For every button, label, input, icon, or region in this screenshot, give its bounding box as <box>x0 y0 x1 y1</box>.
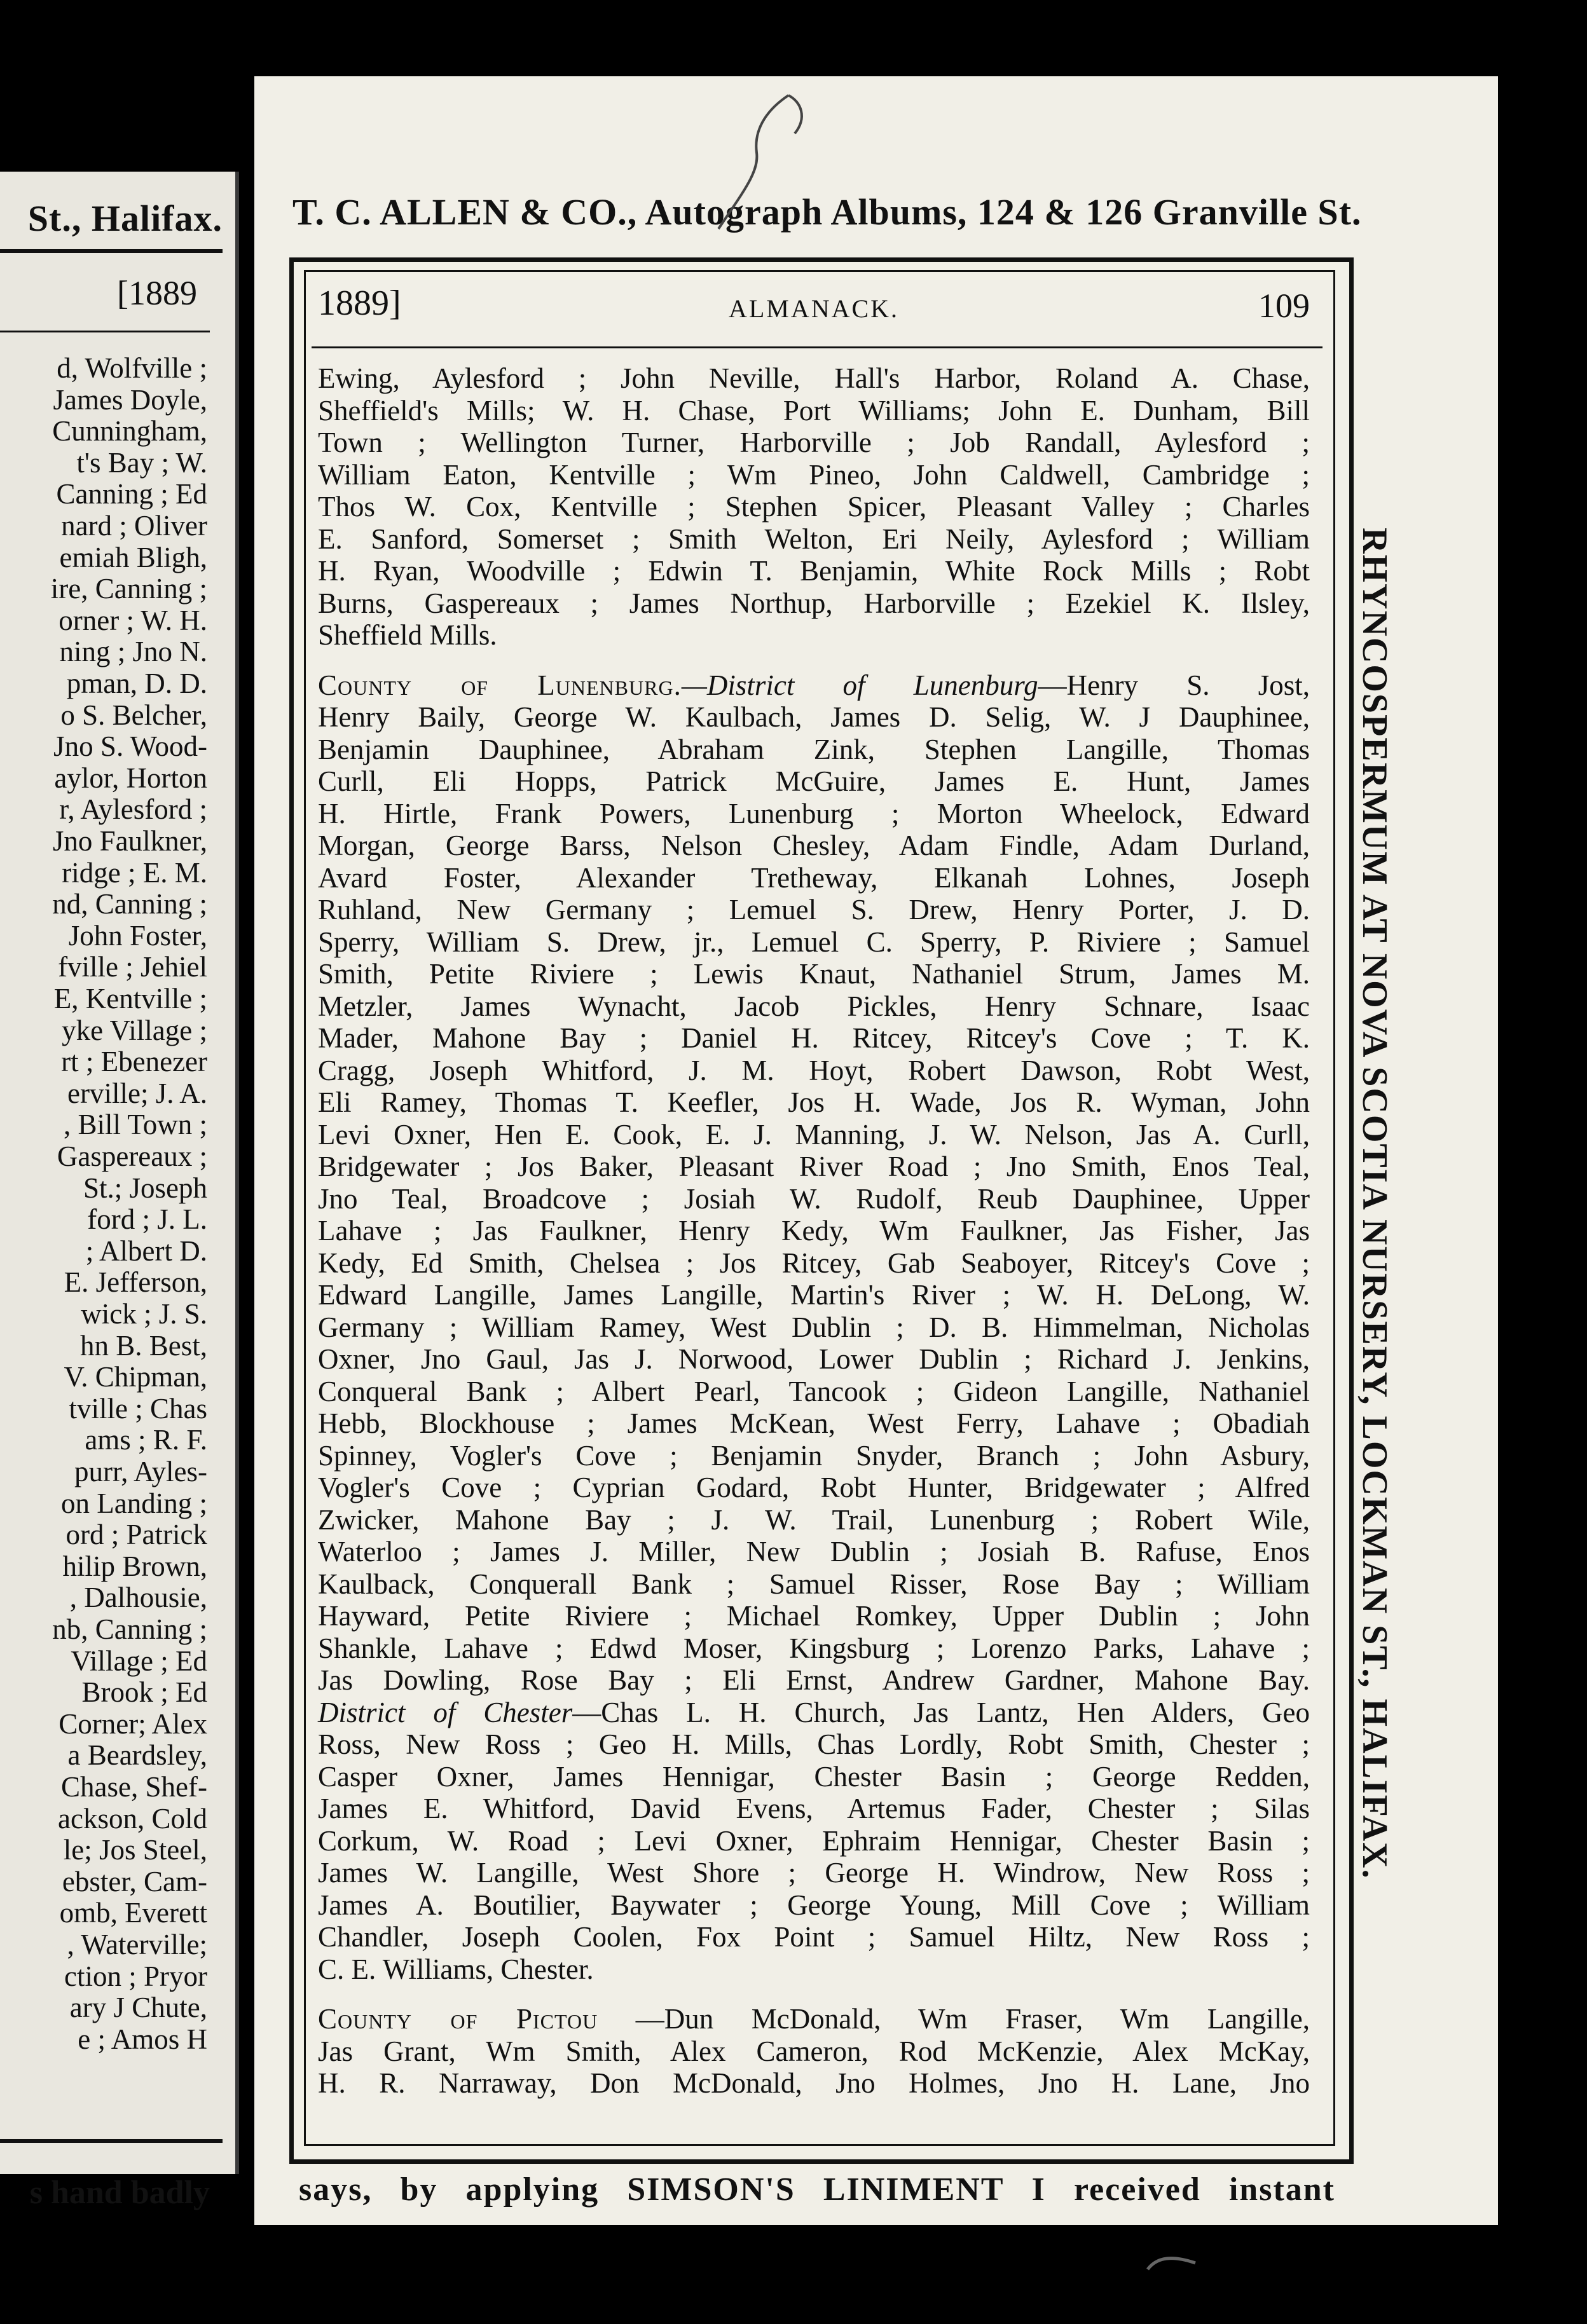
line-text: Spinney, Vogler's Cove ; Benjamin Snyder, Branch ; John Asbury, <box>318 1439 1310 1472</box>
body-text-line <box>318 1568 1310 1601</box>
body-text-line <box>318 1889 1310 1922</box>
body-text-line <box>318 669 1310 702</box>
page-number: 109 <box>1258 287 1310 325</box>
line-text: —Henry S. Jost, <box>1038 669 1310 701</box>
line-text: Smith, Petite Riviere ; Lewis Knaut, Nathaniel Strum, James M. <box>318 958 1310 990</box>
left-text-line: E, Kentville ; <box>53 983 207 1015</box>
body-text-line <box>318 2067 1310 2100</box>
line-text: Sperry, William S. Drew, jr., Lemuel C. Sperry, P. Riviere ; Samuel <box>318 926 1310 958</box>
left-text-column <box>0 353 210 2133</box>
line-text: Ross, New Ross ; Geo H. Mills, Chas Lordly, Robt Smith, Chester ; <box>318 1728 1310 1760</box>
left-text-line: , Dalhousie, <box>69 1582 207 1614</box>
left-text-line: Gaspereaux ; <box>57 1140 207 1172</box>
line-text: Conqueral Bank ; Albert Pearl, Tancook ; Gideon Langille, Nathaniel <box>318 1375 1310 1407</box>
left-text-line: E. Jefferson, <box>64 1266 207 1299</box>
left-text-line: t's Bay ; W. <box>76 446 207 479</box>
body-text-line <box>318 1022 1310 1055</box>
line-text: Curll, Eli Hopps, Patrick McGuire, James E. Hunt, James <box>318 765 1310 797</box>
line-text: Cragg, Joseph Whitford, J. M. Hoyt, Robert Dawson, Robt West, <box>318 1054 1310 1086</box>
body-text-line <box>318 362 1310 395</box>
stain-mark <box>1144 2250 1202 2276</box>
line-text: Metzler, James Wynacht, Jacob Pickles, Henry Schnare, Isaac <box>318 990 1310 1022</box>
body-text-line <box>318 1697 1310 1729</box>
line-text: Jno Teal, Broadcove ; Josiah W. Rudolf, Reub Dauphinee, Upper <box>318 1182 1310 1215</box>
body-text-line <box>318 990 1310 1023</box>
body-text-line <box>318 958 1310 990</box>
left-page-fragment <box>0 172 239 2174</box>
body-text-line <box>318 1504 1310 1536</box>
line-text: Lahave ; Jas Faulkner, Henry Kedy, Wm Faulkner, Jas Fisher, Jas <box>318 1215 1310 1247</box>
left-text-line: ction ; Pryor <box>64 1960 207 1992</box>
body-text-line <box>318 1151 1310 1183</box>
left-text-line: purr, Ayles- <box>74 1456 207 1487</box>
county-heading: County of Pictou <box>318 2003 598 2035</box>
line-text: Kaulback, Conquerall Bank ; Samuel Risser, Rose Bay ; William <box>318 1568 1310 1600</box>
left-text-line: o S. Belcher, <box>60 699 207 731</box>
left-text-line: , Bill Town ; <box>63 1109 207 1141</box>
body-text-line <box>318 1761 1310 1793</box>
line-text: Sheffield's Mills; W. H. Chase, Port Williams; John E. Dunham, Bill <box>318 394 1310 427</box>
body-text-line <box>318 1440 1310 1472</box>
body-text-line <box>318 862 1310 894</box>
side-advert: RHYNCOSPERMUM AT NOVA SCOTIA NURSERY, LOCKMAN ST., HALIFAX. <box>1355 528 1394 1880</box>
line-text: Benjamin Dauphinee, Abraham Zink, Stephen Langille, Thomas <box>318 733 1310 765</box>
body-text-line <box>318 1086 1310 1119</box>
left-text-line: hilip Brown, <box>62 1550 207 1582</box>
footer-advert: says, by applying SIMSON'S LINIMENT I received instant <box>299 2171 1335 2208</box>
left-frame-bottom-rule <box>0 2139 223 2143</box>
left-text-line: nard ; Oliver <box>61 510 207 542</box>
line-text: Town ; Wellington Turner, Harborville ; Job Randall, Aylesford ; <box>318 427 1310 458</box>
body-text-line <box>318 427 1310 459</box>
line-text: Burns, Gaspereaux ; James Northup, Harborville ; Ezekiel K. Ilsley, <box>318 587 1310 619</box>
left-text-line: ridge ; E. M. <box>62 856 207 889</box>
body-text-line <box>318 1055 1310 1087</box>
line-text: Shankle, Lahave ; Edwd Moser, Kingsburg ; Lorenzo Parks, Lahave ; <box>318 1632 1310 1664</box>
body-text-line <box>318 894 1310 926</box>
body-text-line <box>318 1472 1310 1504</box>
body-text-line <box>318 491 1310 523</box>
body-text-line <box>318 1664 1310 1697</box>
left-text-line: aylor, Horton <box>54 762 207 794</box>
header-rule <box>312 346 1322 348</box>
left-text-line: ord ; Patrick <box>65 1519 207 1551</box>
body-text-line <box>318 926 1310 959</box>
left-text-line: a Beardsley, <box>67 1739 207 1772</box>
line-text: Bridgewater ; Jos Baker, Pleasant River Road ; Jno Smith, Enos Teal, <box>318 1151 1310 1182</box>
left-text-line: wick ; J. S. <box>81 1298 207 1330</box>
line-text: Oxner, Jno Gaul, Jas J. Norwood, Lower Dublin ; Richard J. Jenkins, <box>318 1343 1310 1375</box>
left-text-line: Corner; Alex <box>58 1707 207 1740</box>
body-text-line <box>318 1215 1310 1247</box>
body-text-line <box>318 2003 1310 2035</box>
body-text-line <box>318 587 1310 620</box>
left-text-line: ire, Canning ; <box>50 573 207 605</box>
almanack-body-text <box>318 362 1310 2100</box>
left-text-line: ams ; R. F. <box>85 1424 207 1456</box>
line-text: Kedy, Ed Smith, Chelsea ; Jos Ritcey, Gab Seaboyer, Ritcey's Cove ; <box>318 1247 1310 1279</box>
line-text: Corkum, W. Road ; Levi Oxner, Ephraim Hennigar, Chester Basin ; <box>318 1824 1310 1857</box>
line-text: Sheffield Mills. <box>318 619 497 651</box>
body-text-line <box>318 1921 1310 1953</box>
left-text-line: tville ; Chas <box>69 1392 207 1425</box>
left-text-line: St.; Joseph <box>83 1172 207 1204</box>
left-text-line: Jno Faulkner, <box>52 825 207 857</box>
left-text-line: le; Jos Steel, <box>63 1834 207 1866</box>
body-text-line <box>318 734 1310 766</box>
line-text: Ruhland, New Germany ; Lemuel S. Drew, Henry Porter, J. D. <box>318 894 1310 926</box>
line-text: Hebb, Blockhouse ; James McKean, West Ferry, Lahave ; Obadiah <box>318 1407 1310 1439</box>
line-text: Chandler, Joseph Coolen, Fox Point ; Samuel Hiltz, New Ross ; <box>318 1921 1310 1953</box>
left-text-line: ; Albert D. <box>85 1234 207 1267</box>
page-year: 1889] <box>318 284 401 323</box>
line-text: Morgan, George Barss, Nelson Chesley, Adam Findle, Adam Durland, <box>318 830 1310 861</box>
line-text: Henry Baily, George W. Kaulbach, James D. Selig, W. J Dauphinee, <box>318 701 1310 733</box>
left-year: [1889 <box>117 274 197 312</box>
line-text: Vogler's Cove ; Cyprian Godard, Robt Hunter, Bridgewater ; Alfred <box>318 1472 1310 1503</box>
left-text-line: orner ; W. H. <box>58 604 207 636</box>
line-text: Levi Oxner, Hen E. Cook, E. J. Manning, J. W. Nelson, Jas A. Curll, <box>318 1118 1310 1151</box>
line-text: E. Sanford, Somerset ; Smith Welton, Eri Neily, Aylesford ; William <box>318 523 1310 555</box>
left-text-line: erville; J. A. <box>67 1077 207 1109</box>
left-footer-advert: s hand badly <box>29 2175 210 2211</box>
body-text-line <box>318 1536 1310 1568</box>
left-text-line: hn B. Best, <box>79 1329 207 1362</box>
left-text-line: Cunningham, <box>52 415 207 448</box>
left-text-line: pman, D. D. <box>66 667 207 699</box>
body-text-line <box>318 1343 1310 1376</box>
left-text-line: nb, Canning ; <box>52 1613 207 1645</box>
line-text: Germany ; William Ramey, West Dublin ; D. B. Himmelman, Nicholas <box>318 1311 1310 1343</box>
body-text-line <box>318 1376 1310 1408</box>
body-text-line <box>318 1953 1310 1986</box>
line-text: Waterloo ; James J. Miller, New Dublin ; Josiah B. Rafuse, Enos <box>318 1536 1310 1568</box>
left-text-line: nd, Canning ; <box>52 888 207 920</box>
left-running-head: St., Halifax. <box>27 198 223 239</box>
body-text-line <box>318 1119 1310 1151</box>
left-text-line: ary J Chute, <box>69 1992 207 2024</box>
left-frame-top-rule <box>0 249 223 253</box>
left-text-line: John Foster, <box>68 919 207 952</box>
pen-scribble-mark <box>693 83 827 242</box>
body-text-line <box>318 1311 1310 1344</box>
left-text-line: James Doyle, <box>53 383 207 416</box>
body-text-line <box>318 1279 1310 1311</box>
left-text-line: omb, Everett <box>59 1897 207 1929</box>
left-text-line: ackson, Cold <box>58 1802 207 1835</box>
line-text: Ewing, Aylesford ; John Neville, Hall's Harbor, Roland A. Chase, <box>318 362 1310 394</box>
running-head-advert: T. C. ALLEN & CO., Autograph Albums, 124 & 126 Granville St. <box>292 191 1362 233</box>
left-text-line: ning ; Jno N. <box>59 636 207 668</box>
body-text-line <box>318 830 1310 862</box>
line-text: Thos W. Cox, Kentville ; Stephen Spicer, Pleasant Valley ; Charles <box>318 491 1310 523</box>
line-text: H. R. Narraway, Don McDonald, Jno Holmes, Jno H. Lane, Jno <box>318 2067 1310 2099</box>
line-text: H. Ryan, Woodville ; Edwin T. Benjamin, White Rock Mills ; Robt <box>318 555 1310 587</box>
line-text: Hayward, Petite Riviere ; Michael Romkey, Upper Dublin ; John <box>318 1600 1310 1632</box>
body-text-line <box>318 1632 1310 1665</box>
page-title: ALMANACK. <box>728 294 900 323</box>
body-text-line <box>318 798 1310 830</box>
left-text-line: Village ; Ed <box>71 1644 207 1677</box>
line-text: Eli Ramey, Thomas T. Keefler, Jos H. Wade, Jos R. Wyman, John <box>318 1086 1310 1118</box>
left-header-rule <box>0 331 210 332</box>
district-heading: District of Chester <box>318 1696 573 1728</box>
line-text: James W. Langille, West Shore ; George H. Windrow, New Ross ; <box>318 1857 1310 1889</box>
left-text-line: yke Village ; <box>62 1014 207 1046</box>
body-text-line <box>318 1728 1310 1761</box>
left-text-line: Jno S. Wood- <box>53 730 207 763</box>
body-text-line <box>318 459 1310 491</box>
body-text-line <box>318 555 1310 587</box>
left-text-line: ebster, Cam- <box>62 1865 207 1897</box>
body-text-line <box>318 1825 1310 1857</box>
left-text-line: Brook ; Ed <box>81 1676 207 1709</box>
line-text: Casper Oxner, James Hennigar, Chester Basin ; George Redden, <box>318 1760 1310 1793</box>
left-text-line: on Landing ; <box>61 1487 207 1519</box>
left-text-line: ford ; J. L. <box>87 1203 207 1236</box>
body-text-line <box>318 1600 1310 1632</box>
line-text: James E. Whitford, David Evens, Artemus Fader, Chester ; Silas <box>318 1793 1310 1824</box>
left-text-line: Canning ; Ed <box>56 478 207 510</box>
line-text: —Chas L. H. Church, Jas Lantz, Hen Alders, Geo <box>572 1696 1310 1728</box>
body-text-line <box>318 1247 1310 1280</box>
body-text-line <box>318 1183 1310 1215</box>
line-text: William Eaton, Kentville ; Wm Pineo, John Caldwell, Cambridge ; <box>318 458 1310 491</box>
line-text: James A. Boutilier, Baywater ; George Young, Mill Cove ; William <box>318 1889 1310 1921</box>
line-text: Jas Grant, Wm Smith, Alex Cameron, Rod McKenzie, Alex McKay, <box>318 2035 1310 2067</box>
line-text: Avard Foster, Alexander Tretheway, Elkanah Lohnes, Joseph <box>318 861 1310 894</box>
left-text-line: e ; Amos H <box>78 2023 207 2055</box>
body-text-line <box>318 523 1310 556</box>
body-text-line <box>318 1793 1310 1825</box>
left-text-line: Chase, Shef- <box>61 1771 207 1803</box>
line-text: C. E. Williams, Chester. <box>318 1953 594 1985</box>
left-text-line: V. Chipman, <box>64 1361 207 1393</box>
body-text-line <box>318 1857 1310 1889</box>
left-text-line: d, Wolfville ; <box>57 352 207 384</box>
line-text: —Dun McDonald, Wm Fraser, Wm Langille, <box>598 2003 1310 2035</box>
line-text: Jas Dowling, Rose Bay ; Eli Ernst, Andrew Gardner, Mahone Bay. <box>318 1664 1310 1696</box>
body-text-line <box>318 395 1310 427</box>
left-text-line: fville ; Jehiel <box>58 951 207 983</box>
left-text-line: emiah Bligh, <box>59 541 207 573</box>
left-text-line: , Waterville; <box>67 1929 207 1960</box>
body-text-line <box>318 619 1310 652</box>
left-text-line: rt ; Ebenezer <box>61 1046 207 1078</box>
body-text-line <box>318 2035 1310 2068</box>
line-text: Zwicker, Mahone Bay ; J. W. Trail, Lunenburg ; Robert Wile, <box>318 1503 1310 1536</box>
line-text: Edward Langille, James Langille, Martin's River ; W. H. DeLong, W. <box>318 1279 1310 1311</box>
left-text-line: r, Aylesford ; <box>59 793 207 826</box>
line-text: Mader, Mahone Bay ; Daniel H. Ritcey, Ritcey's Cove ; T. K. <box>318 1022 1310 1054</box>
body-text-line <box>318 765 1310 798</box>
district-heading: —District of Lunenburg <box>681 669 1038 701</box>
body-text-line <box>318 701 1310 734</box>
line-text: H. Hirtle, Frank Powers, Lunenburg ; Morton Wheelock, Edward <box>318 797 1310 830</box>
body-text-line <box>318 1407 1310 1440</box>
county-heading: County of Lunenburg. <box>318 669 682 701</box>
